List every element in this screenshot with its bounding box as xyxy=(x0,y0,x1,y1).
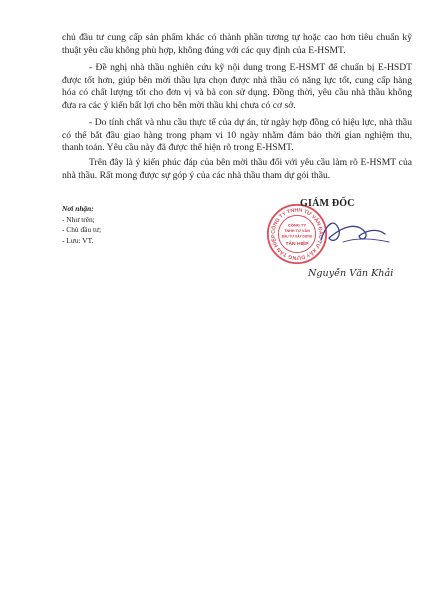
recipient-item: - Chủ đầu tư; xyxy=(62,225,102,235)
seal-line-1: CÔNG TY xyxy=(287,222,307,228)
signatory-title: GIÁM ĐỐC xyxy=(300,198,355,209)
recipient-item: - Lưu: VT. xyxy=(62,235,94,245)
seal-line-3: ĐẦU TƯ XÂY DỰNG xyxy=(281,234,313,239)
body-paragraph-3: - Do tính chất và nhu cầu thực tế của dự án, từ ngày hợp đồng có hiệu lực, nhà thầu có thể bắt đầu giao hàng trong phạm vi 10 ngày nhằm đảm bảo thời gian nghiệm thu, thanh toán. Yêu cầu này đã được thể hiện rõ trong E-HSMT. xyxy=(62,117,412,154)
seal-line-4: TÂN HIỆP xyxy=(285,242,309,248)
handwritten-signature-icon xyxy=(313,212,398,252)
recipients-block xyxy=(62,204,101,246)
body-paragraph-1: chủ đầu tư cung cấp sản phẩm khác có thành phần tương tự hoặc cao hơn tiêu chuẩn kỹ thuật yêu cầu không phù hợp, không đúng với các quy định của E-HSMT. xyxy=(62,32,412,56)
seal-ring-text: CÔNG TY TNHH TƯ VẤN ĐẦU TƯ XÂY DỰNG TÂN HIỆP xyxy=(270,207,324,261)
recipients-title: Nơi nhận: xyxy=(62,204,94,213)
signature-block xyxy=(258,198,408,290)
signer-name: Nguyễn Văn Khải xyxy=(308,268,394,279)
body-paragraph-2: - Đề nghị nhà thầu nghiên cứu kỹ nội dung trong E-HSMT để chuẩn bị E-HSDT được tốt hơn, giúp bên mời thầu lựa chọn được nhà thầu có năng lực tốt, cung cấp hàng hóa có chất lượng tốt cho đơn vị và bà con sử dụng. Đồng thời, yêu cầu nhà thầu không đưa ra các ý kiến bất lợi cho bên mời thầu khi chưa có cơ sở. xyxy=(62,62,412,111)
body-paragraph-4: Trên đây là ý kiến phúc đáp của bên mời thầu đối với yêu cầu làm rõ E-HSMT của nhà thầu. Rất mong được sự góp ý của các nhà thầu tham dự gói thầu. xyxy=(62,157,412,181)
seal-line-2: TNHH TƯ VẤN xyxy=(284,229,310,234)
recipient-item: - Như trên; xyxy=(62,214,95,224)
